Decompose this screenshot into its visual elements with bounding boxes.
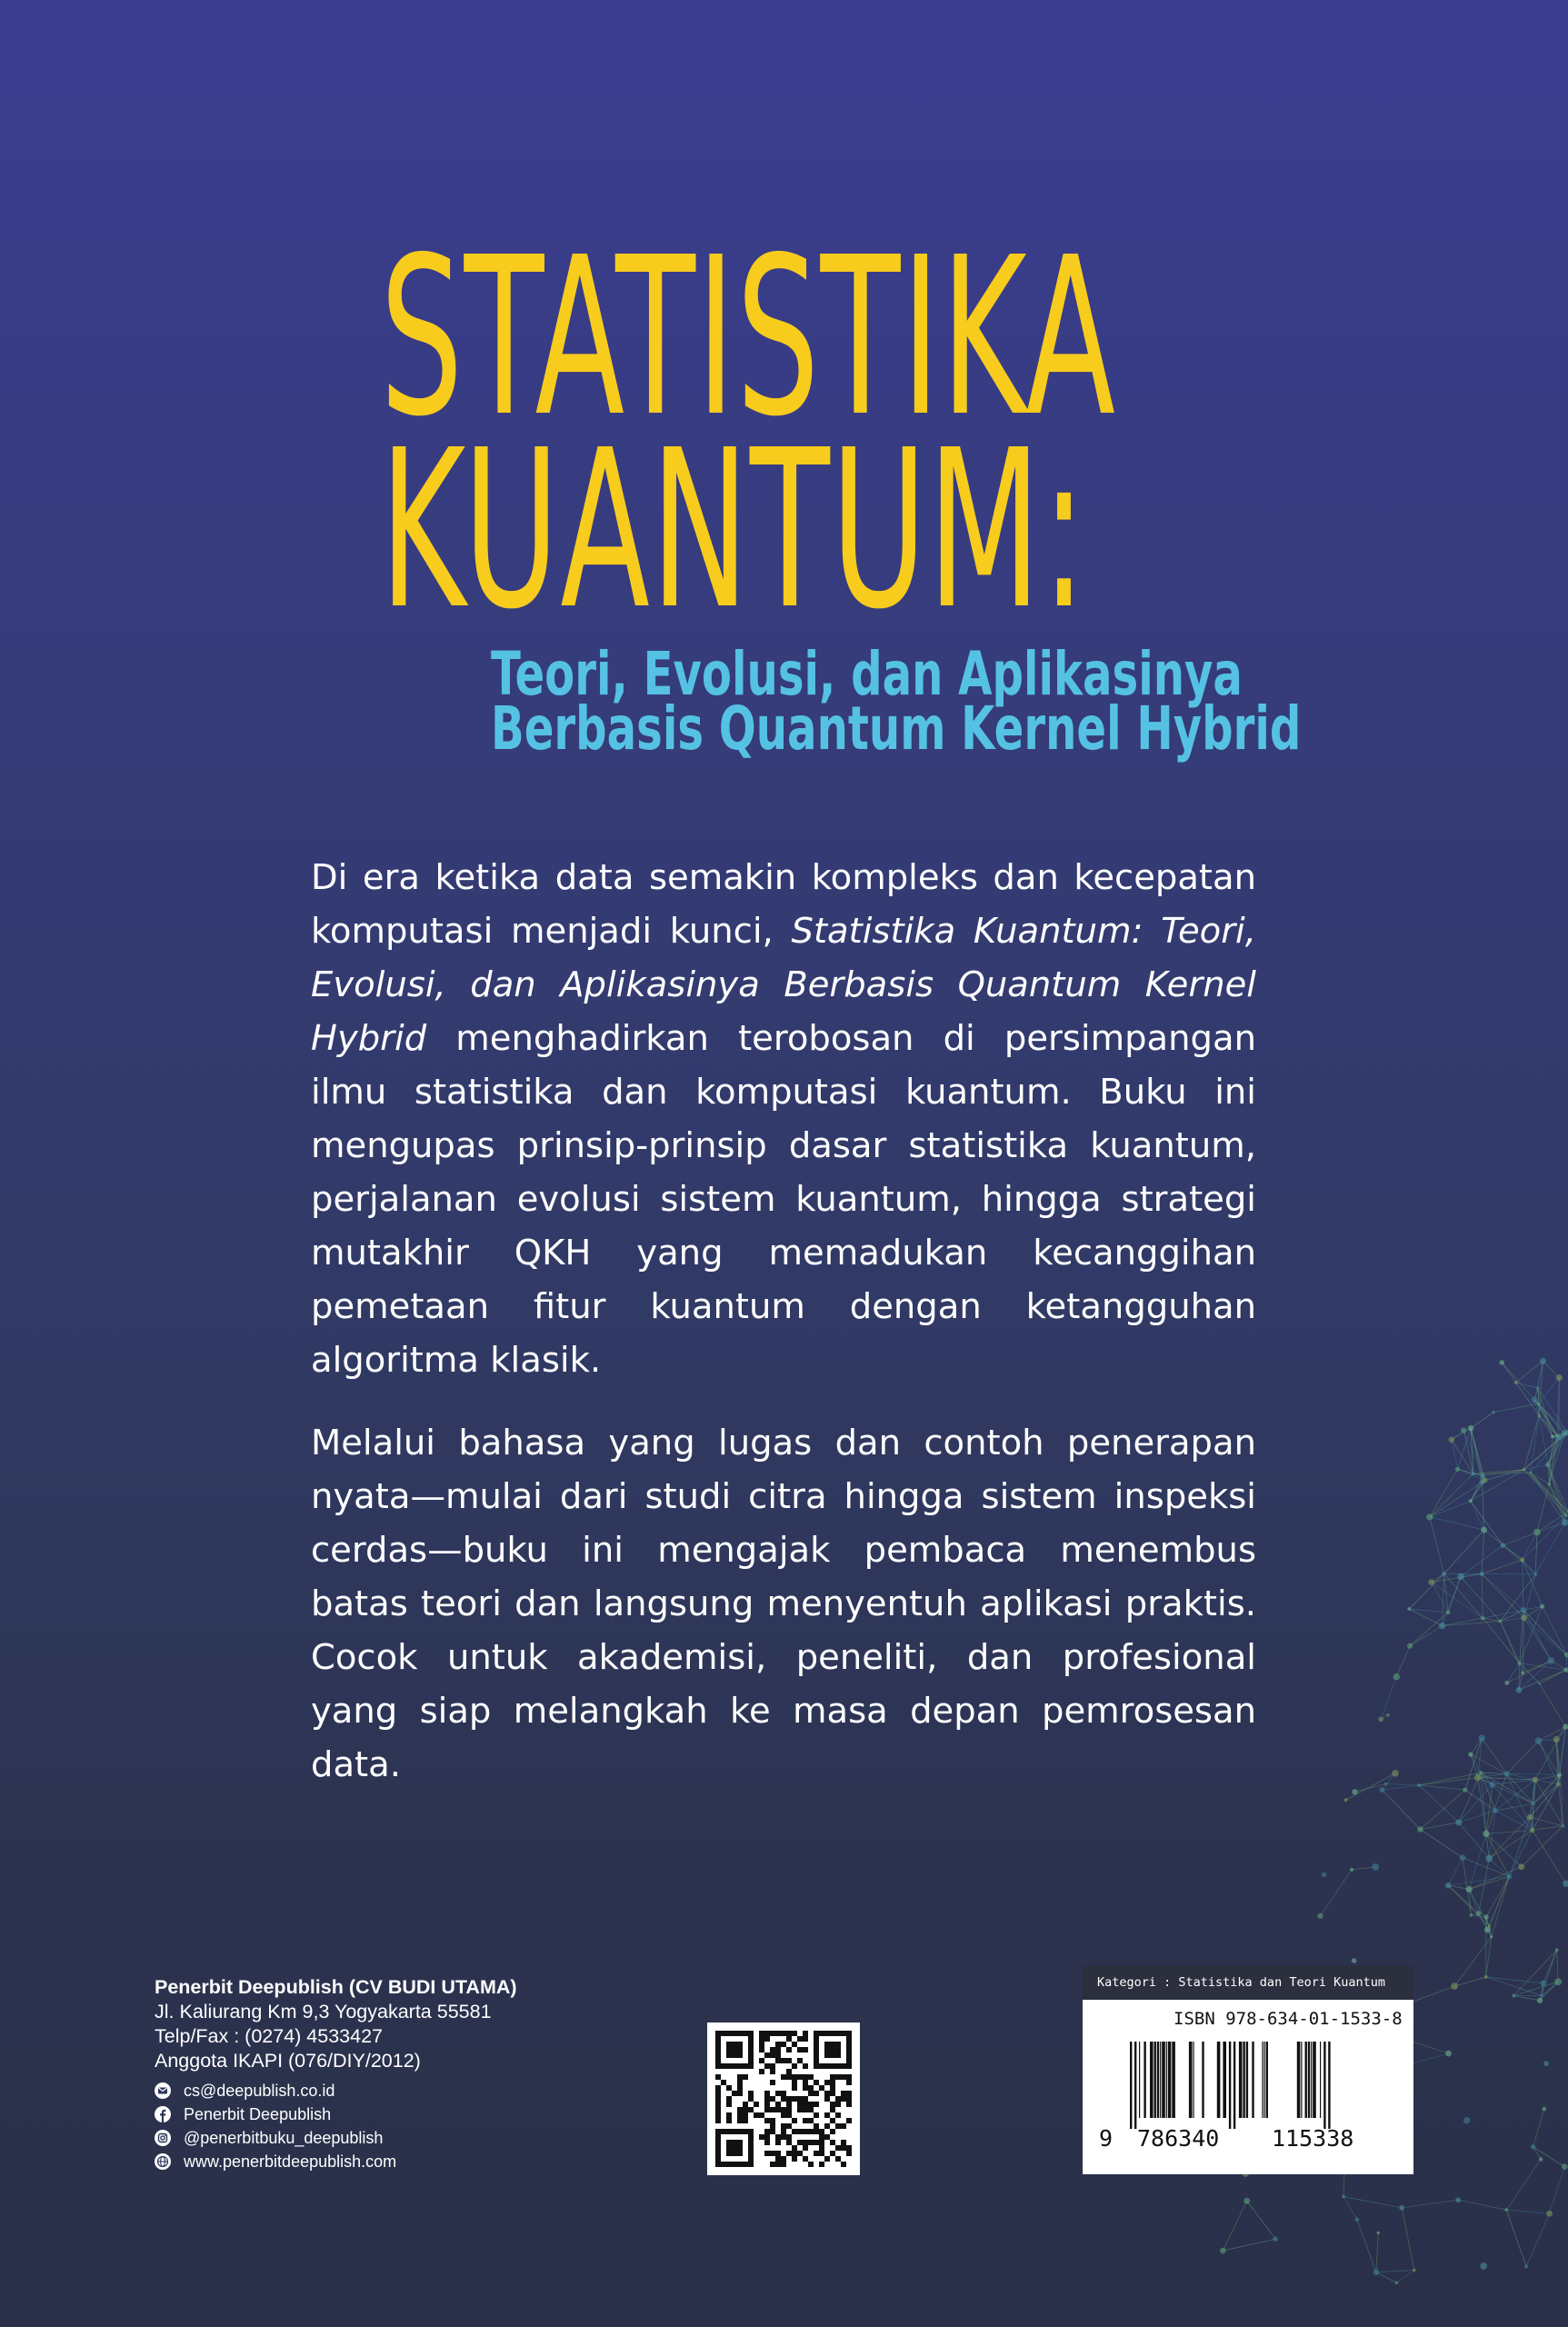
blurb-paragraph-1 <box>311 851 1256 1387</box>
contact-website[interactable] <box>155 2150 517 2173</box>
contact-facebook[interactable] <box>155 2102 517 2126</box>
website-text: www.penerbitdeepublish.com <box>184 2152 397 2171</box>
barcode-digits-right: 115338 <box>1272 2125 1354 2152</box>
title-line-1: STATISTIKA <box>380 210 1117 464</box>
qr-code[interactable] <box>707 2022 860 2175</box>
category-label: Kategori : Statistika dan Teori Kuantum <box>1083 1965 1413 2000</box>
publisher-info <box>155 1975 517 2173</box>
isbn-text: ISBN 978-634-01-1533-8 <box>1174 2009 1403 2029</box>
email-text: cs@deepublish.co.id <box>184 2081 335 2100</box>
book-title <box>380 210 1117 657</box>
publisher-membership: Anggota IKAPI (076/DIY/2012) <box>155 2050 421 2072</box>
blurb-paragraph-2: Melalui bahasa yang lugas dan contoh penerapan nyata—mulai dari studi citra hingga sistem inspeksi cerdas—buku ini mengajak pembaca menembus batas teori dan langsung menyentuh aplikasi praktis. Cocok untuk akademisi, peneliti, dan profesional yang siap melangkah ke masa depan pemrosesan data. <box>311 1423 1256 1785</box>
globe-icon <box>155 2153 171 2170</box>
facebook-icon <box>155 2106 171 2122</box>
subtitle-line-2: Berbasis Quantum Kernel Hybrid <box>491 694 1302 764</box>
publisher-name: Penerbit Deepublish (CV BUDI UTAMA) <box>155 1976 517 1998</box>
instagram-text: @penerbitbuku_deepublish <box>184 2128 384 2147</box>
barcode-panel <box>1083 2000 1413 2174</box>
publisher-contacts <box>155 2079 517 2173</box>
instagram-icon <box>155 2130 171 2146</box>
publisher-phone: Telp/Fax : (0274) 4533427 <box>155 2025 383 2047</box>
barcode-digit-lead: 9 <box>1099 2125 1114 2152</box>
isbn-barcode-block <box>1083 1965 1413 2174</box>
contact-instagram[interactable] <box>155 2126 517 2150</box>
blurb-p1-intro: Di era ketika data semakin kompleks dan kecepatan komputasi menjadi kunci, <box>311 857 1256 952</box>
barcode-digits-left: 786340 <box>1137 2125 1220 2152</box>
blurb-p1-rest: menghadirkan terobosan di persimpangan ilmu statistika dan komputasi kuantum. Buku ini mengupas prinsip-prinsip dasar statistika kuantum, perjalanan evolusi sistem kuantum, hingga strategi mutakhir QKH yang memadukan kecanggihan pemetaan fitur kuantum dengan ketangguhan algoritma klasik. <box>311 1018 1256 1381</box>
email-icon <box>155 2082 171 2099</box>
blurb-p1-book-title: Statistika Kuantum: Teori, Evolusi, dan Aplikasinya Berbasis Quantum Kernel Hybrid <box>311 911 1256 1059</box>
publisher-address: Jl. Kaliurang Km 9,3 Yogyakarta 55581 <box>155 2001 492 2022</box>
barcode-icon <box>1130 2042 1366 2129</box>
qr-code-icon <box>707 2022 860 2175</box>
title-line-2: KUANTUM: <box>380 403 1087 657</box>
contact-email[interactable] <box>155 2079 517 2102</box>
subtitle-line-1: Teori, Evolusi, dan Aplikasinya <box>491 639 1243 709</box>
facebook-text: Penerbit Deepublish <box>184 2104 332 2123</box>
book-subtitle <box>491 639 1302 764</box>
